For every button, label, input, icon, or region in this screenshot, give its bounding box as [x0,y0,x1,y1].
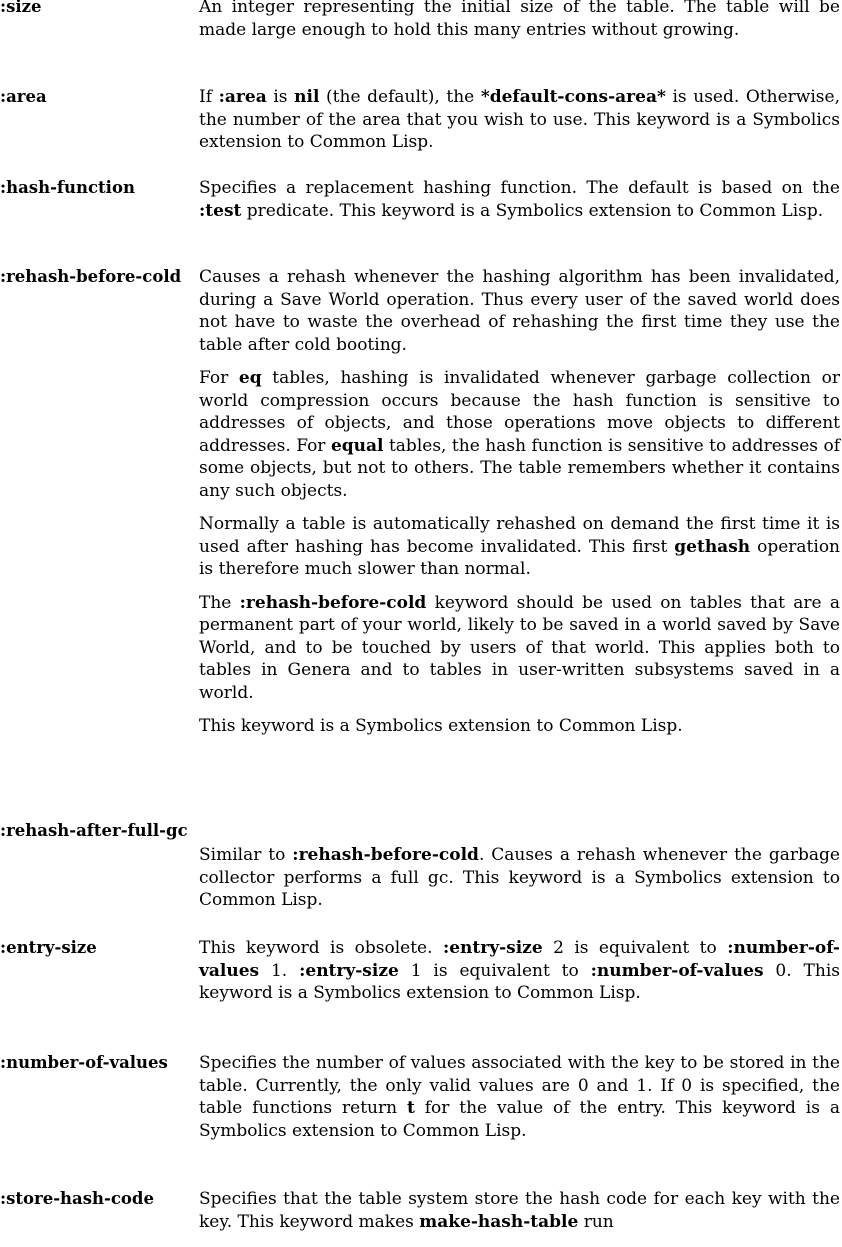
keyword-reference: equal [330,435,384,456]
keyword-reference: :number-of-values [590,960,764,981]
description-paragraph [199,715,840,738]
description-text: . Causes a rehash whenever the garbage collector performs a full gc. This keyword is a Symbolics extension to Common Lisp. [199,845,840,910]
description-paragraph [199,1052,840,1142]
keyword-description [199,844,840,912]
description-text: 1. [259,960,300,981]
description-text: Specifies the number of values associated with the key to be stored in the table. Currently, the only valid values are 0 and 1. If 0 is specified, the table functions return [199,1053,840,1118]
keyword-term: :entry-size [0,938,97,957]
description-paragraph [199,844,840,912]
keyword-reference: *default-cons-area* [480,87,666,107]
keyword-description [199,937,840,1005]
keyword-term: :number-of-values [0,1053,168,1072]
description-text: tables, the hash function is sensitive to addresses of some objects, but not to others. The table remembers whether it contains any such objects. [199,435,840,501]
keyword-term: :size [0,0,42,16]
description-text: Normally a table is automatically rehashed on demand the first time it is used after hashing has become invalidated. This first [199,514,840,557]
description-text: for the value of the entry. This keyword is a Symbolics extension to Common Lisp. [199,1098,840,1141]
keyword-reference: eq [238,368,262,388]
keyword-description [199,86,840,154]
description-text: 0. This keyword is a Symbolics extension to Common Lisp. [199,960,840,1003]
keyword-reference: gethash [674,536,751,557]
description-text: For [199,368,239,388]
description-text: is [266,87,295,107]
keyword-description [199,1188,840,1233]
description-text: Specifies a replacement hashing function. The default is based on the [199,178,840,198]
description-text: This keyword is a Symbolics extension to Common Lisp. [199,716,683,736]
keyword-reference: nil [294,87,320,107]
description-text: predicate. This keyword is a Symbolics extension to Common Lisp. [241,200,824,221]
description-text: 1 is equivalent to [398,960,591,981]
description-text: run [578,1211,614,1232]
keyword-term: :rehash-after-full-gc [0,821,188,840]
description-paragraph [199,177,840,222]
keyword-reference: :area [218,87,267,107]
keyword-reference: make-hash-table [419,1211,579,1232]
keyword-reference: :test [199,200,242,221]
description-paragraph [199,0,840,41]
keyword-term: :hash-function [0,178,135,197]
description-text: tables, hashing is invalidated whenever garbage collection or world compression occurs because the hash function is sensitive to addresses of objects, and those operations move objects to different addresses. For [199,368,840,456]
description-text: keyword should be used on tables that are a permanent part of your world, likely to be saved in a world saved by Save World, and to be touched by users of that world. This applies both to tables in Genera and to tables in user-written subsystems saved in a world. [199,592,840,703]
description-text: If [199,87,219,107]
keyword-reference: :rehash-before-cold [292,845,479,865]
description-paragraph [199,513,840,581]
description-paragraph [199,937,840,1005]
description-paragraph [199,592,840,705]
keyword-description [199,266,840,738]
keyword-reference: t [406,1098,415,1118]
keyword-term: :store-hash-code [0,1189,154,1208]
description-text: Causes a rehash whenever the hashing algorithm has been invalidated, during a Save World operation. Thus every user of the saved world does not have to waste the overhead of rehashing the first time they use the table after cold booting. [199,267,840,355]
description-text: This keyword is obsolete. [199,938,443,958]
keyword-reference: :entry-size [442,938,543,958]
description-paragraph [199,367,840,502]
description-paragraph [199,1188,840,1233]
description-paragraph [199,266,840,356]
keyword-reference: :rehash-before-cold [239,592,427,613]
description-text: is used. Otherwise, the number of the area that you wish to use. This keyword is a Symbolics extension to Common Lisp. [199,87,840,152]
keyword-term: :rehash-before-cold [0,267,182,286]
keyword-description [199,177,840,222]
description-text: An integer representing the initial size of the table. The table will be made large enough to hold this many entries without growing. [199,0,840,40]
keyword-description [199,1052,840,1142]
keyword-reference: :number-of-values [199,938,840,981]
keyword-reference: :entry-size [299,960,399,981]
keyword-term: :area [0,87,47,106]
description-text: Similar to [199,845,293,865]
description-text: operation is therefore much slower than normal. [199,536,841,579]
keyword-description [199,0,840,41]
description-text: The [199,592,240,613]
description-text: Specifies that the table system store the hash code for each key with the key. This keyword makes [199,1189,840,1232]
description-text: 2 is equivalent to [542,938,728,958]
description-text: (the default), the [319,87,481,107]
description-paragraph [199,86,840,154]
